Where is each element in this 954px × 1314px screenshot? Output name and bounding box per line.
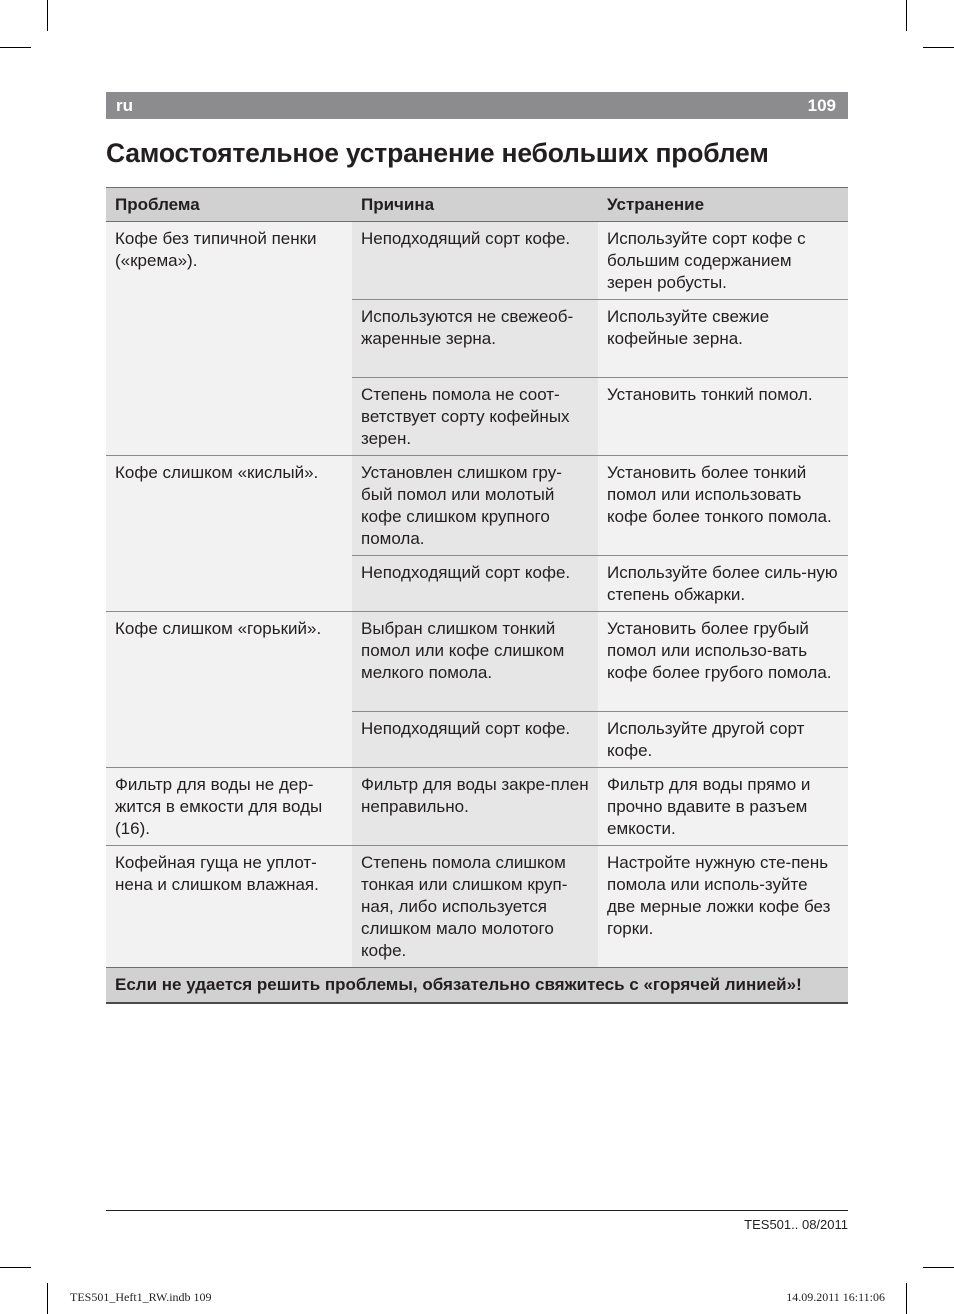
problem-cell: Кофе слишком «кислый». xyxy=(106,456,352,612)
problem-cell: Фильтр для воды не дер-жится в емкости для воды (16). xyxy=(106,768,352,846)
column-header-cause: Причина xyxy=(352,188,598,222)
cause-cell: Неподходящий сорт кофе. xyxy=(352,712,598,768)
cause-cell: Неподходящий сорт кофе. xyxy=(352,556,598,612)
cause-cell: Степень помола не соот-ветствует сорту кофейных зерен. xyxy=(352,378,598,456)
column-header-fix: Устранение xyxy=(598,188,848,222)
fix-cell: Установить более грубый помол или использо-вать кофе более грубого помола. xyxy=(598,612,848,712)
table-row xyxy=(106,222,848,300)
page-header-bar xyxy=(106,92,848,119)
problem-cell: Кофе слишком «горький». xyxy=(106,612,352,768)
crop-mark xyxy=(47,1283,48,1314)
cause-cell: Выбран слишком тонкий помол или кофе слишком мелкого помола. xyxy=(352,612,598,712)
table-row xyxy=(106,456,848,556)
hotline-note: Если не удается решить проблемы, обязательно свяжитесь с «горячей линией»! xyxy=(106,968,848,1004)
fix-cell: Используйте сорт кофе с большим содержанием зерен робусты. xyxy=(598,222,848,300)
problem-cell: Кофе без типичной пенки («крема»). xyxy=(106,222,352,456)
crop-mark xyxy=(923,47,954,48)
column-header-problem: Проблема xyxy=(106,188,352,222)
language-code: ru xyxy=(116,96,133,115)
table-row xyxy=(106,768,848,846)
fix-cell: Используйте более силь-ную степень обжарки. xyxy=(598,556,848,612)
model-date-label: TES501.. 08/2011 xyxy=(744,1217,848,1232)
table-row xyxy=(106,846,848,968)
crop-mark xyxy=(0,47,31,48)
table-footer-row xyxy=(106,968,848,1004)
cause-cell: Фильтр для воды закре-плен неправильно. xyxy=(352,768,598,846)
crop-mark xyxy=(906,0,907,31)
table-row xyxy=(106,612,848,712)
crop-mark xyxy=(923,1267,954,1268)
footer-divider xyxy=(106,1210,848,1211)
crop-mark xyxy=(0,1267,31,1268)
fix-cell: Фильтр для воды прямо и прочно вдавите в разъем емкости. xyxy=(598,768,848,846)
crop-mark xyxy=(47,0,48,31)
troubleshooting-table xyxy=(106,187,848,1004)
page-number: 109 xyxy=(807,96,836,115)
print-slug-datetime: 14.09.2011 16:11:06 xyxy=(786,1290,885,1304)
fix-cell: Установить более тонкий помол или использовать кофе более тонкого помола. xyxy=(598,456,848,556)
fix-cell: Используйте другой сорт кофе. xyxy=(598,712,848,768)
fix-cell: Установить тонкий помол. xyxy=(598,378,848,456)
table-header-row xyxy=(106,188,848,222)
crop-mark xyxy=(906,1283,907,1314)
fix-cell: Используйте свежие кофейные зерна. xyxy=(598,300,848,378)
cause-cell: Используются не свежеоб-жаренные зерна. xyxy=(352,300,598,378)
problem-cell: Кофейная гуща не уплот-нена и слишком влажная. xyxy=(106,846,352,968)
cause-cell: Установлен слишком гру-бый помол или молотый кофе слишком крупного помола. xyxy=(352,456,598,556)
page-title: Самостоятельное устранение небольших проблем xyxy=(106,138,769,168)
fix-cell: Настройте нужную сте-пень помола или исполь-зуйте две мерные ложки кофе без горки. xyxy=(598,846,848,968)
cause-cell: Степень помола слишком тонкая или слишком круп-ная, либо используется слишком мало молотого кофе. xyxy=(352,846,598,968)
cause-cell: Неподходящий сорт кофе. xyxy=(352,222,598,300)
print-slug-file: TES501_Heft1_RW.indb 109 xyxy=(70,1290,212,1304)
